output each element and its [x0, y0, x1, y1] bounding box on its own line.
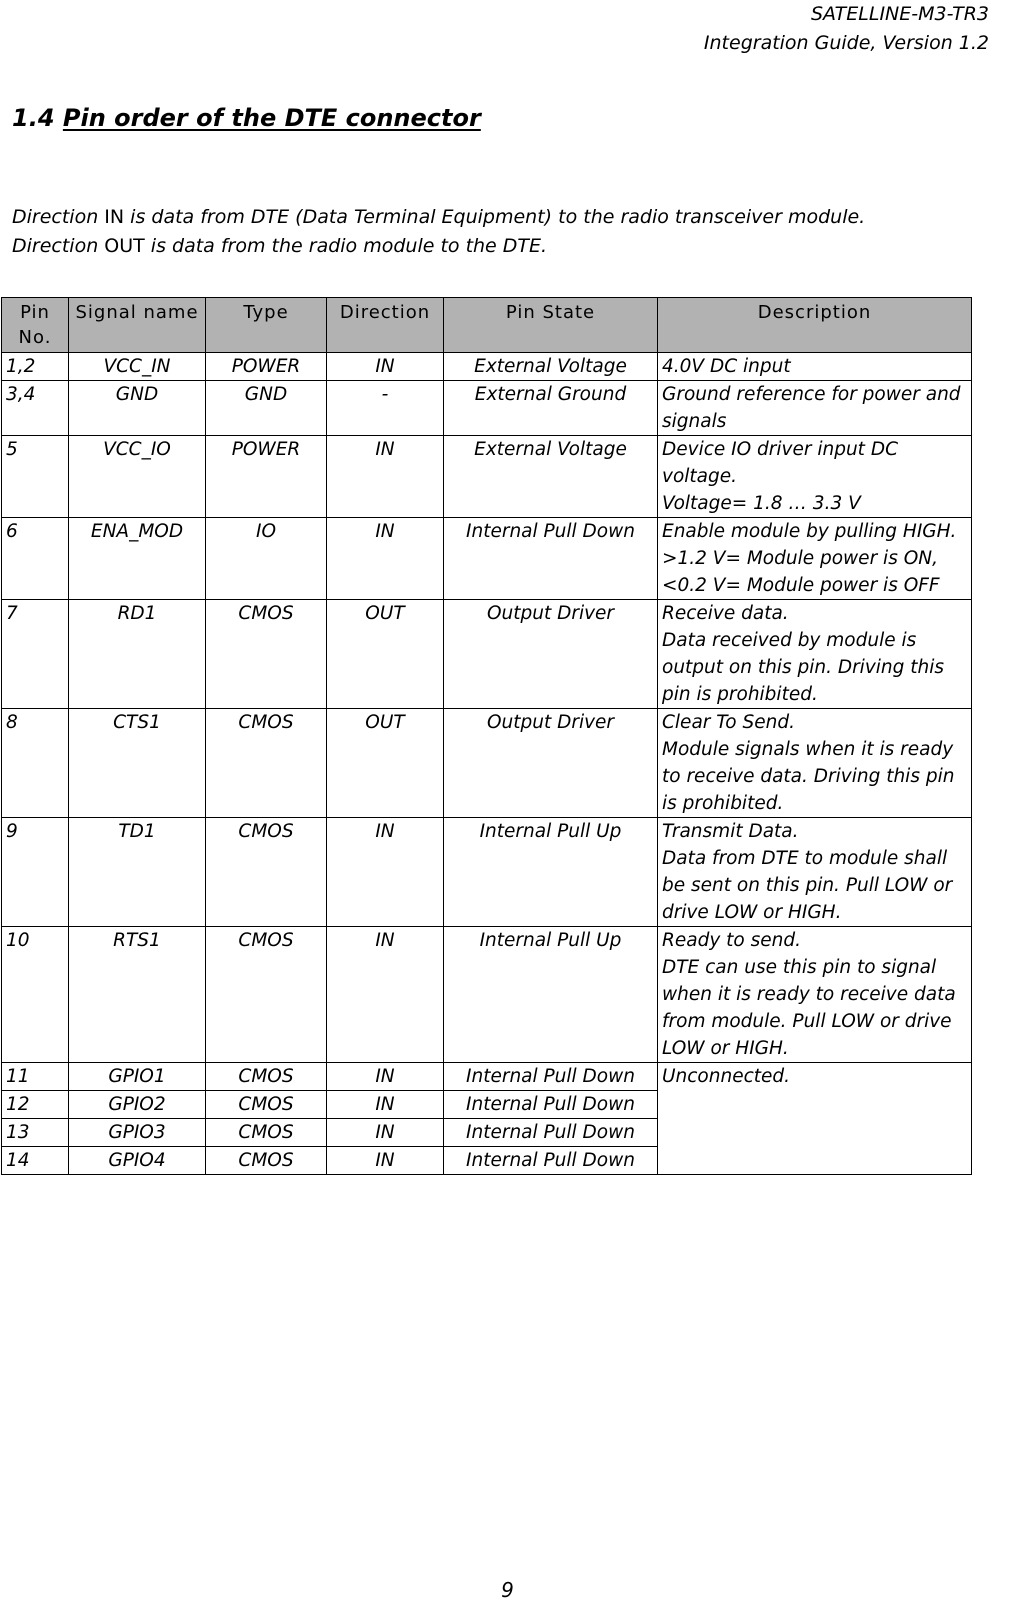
header-pin-no: Pin No.: [2, 298, 69, 353]
cell-direction: -: [327, 381, 444, 436]
cell-pin: 12: [2, 1091, 69, 1119]
cell-type: CMOS: [206, 600, 327, 709]
cell-signal: GPIO3: [69, 1119, 206, 1147]
cell-pin: 14: [2, 1147, 69, 1175]
description-line: Ground reference for power and signals: [662, 384, 961, 432]
cell-pin: 8: [2, 709, 69, 818]
cell-direction: IN: [327, 818, 444, 927]
cell-description: [658, 518, 972, 600]
cell-signal: RD1: [69, 600, 206, 709]
table-row: [2, 927, 972, 1063]
cell-direction: OUT: [327, 600, 444, 709]
header-type: Type: [206, 298, 327, 353]
cell-pin-state: External Voltage: [444, 436, 658, 518]
cell-signal: TD1: [69, 818, 206, 927]
cell-pin: 7: [2, 600, 69, 709]
cell-signal: GPIO4: [69, 1147, 206, 1175]
header-description: Description: [658, 298, 972, 353]
table-row: [2, 353, 972, 381]
cell-description: [658, 600, 972, 709]
table-row: [2, 600, 972, 709]
cell-pin-state: Internal Pull Down: [444, 518, 658, 600]
intro-paragraph: [12, 203, 865, 261]
cell-pin: 13: [2, 1119, 69, 1147]
description-line: Data received by module is output on this pin. Driving this pin is prohibited.: [662, 630, 945, 705]
running-header: [704, 0, 989, 58]
cell-direction: IN: [327, 927, 444, 1063]
intro-line-out: [12, 232, 865, 261]
cell-signal: GPIO2: [69, 1091, 206, 1119]
cell-pin-state: External Voltage: [444, 353, 658, 381]
cell-signal: ENA_MOD: [69, 518, 206, 600]
table-header-row: [2, 298, 972, 353]
cell-description: [658, 818, 972, 927]
section-title: Pin order of the DTE connector: [62, 104, 481, 132]
cell-signal: RTS1: [69, 927, 206, 1063]
cell-pin: 10: [2, 927, 69, 1063]
cell-direction: IN: [327, 353, 444, 381]
cell-direction: IN: [327, 1119, 444, 1147]
header-pin-state: Pin State: [444, 298, 658, 353]
cell-type: CMOS: [206, 1063, 327, 1091]
table-row: [2, 381, 972, 436]
header-direction: Direction: [327, 298, 444, 353]
description-line: Data from DTE to module shall be sent on this pin. Pull LOW or drive LOW or HIGH.: [662, 848, 953, 923]
intro-line-in: [12, 203, 865, 232]
cell-direction: IN: [327, 1063, 444, 1091]
cell-signal: GPIO1: [69, 1063, 206, 1091]
cell-description: [658, 381, 972, 436]
section-number: 1.4: [12, 104, 55, 132]
description-line: Receive data.: [662, 603, 789, 624]
cell-signal: VCC_IO: [69, 436, 206, 518]
table-row: [2, 818, 972, 927]
description-line: DTE can use this pin to signal when it is ready to receive data from module. Pull LOW or drive LOW or HIGH.: [662, 957, 956, 1059]
cell-direction: IN: [327, 1091, 444, 1119]
intro-line1-suffix: is data from DTE (Data Terminal Equipment) to the radio transceiver module.: [124, 206, 866, 228]
description-line: Clear To Send.: [662, 712, 795, 733]
cell-pin: 3,4: [2, 381, 69, 436]
cell-pin-state: Output Driver: [444, 709, 658, 818]
cell-direction: IN: [327, 436, 444, 518]
cell-type: POWER: [206, 436, 327, 518]
description-line: Transmit Data.: [662, 821, 799, 842]
cell-pin: 9: [2, 818, 69, 927]
cell-pin: 5: [2, 436, 69, 518]
table-row: [2, 1063, 972, 1091]
intro-line2-suffix: is data from the radio module to the DTE.: [144, 235, 548, 257]
cell-type: CMOS: [206, 1091, 327, 1119]
description-line: Ready to send.: [662, 930, 801, 951]
cell-pin-state: Internal Pull Down: [444, 1091, 658, 1119]
description-line: Enable module by pulling HIGH.: [662, 521, 957, 542]
keyword-out: OUT: [104, 235, 145, 257]
header-document: Integration Guide, Version 1.2: [703, 32, 989, 54]
pin-order-table: [1, 297, 972, 1175]
description-line: 4.0V DC input: [662, 356, 791, 377]
cell-signal: VCC_IN: [69, 353, 206, 381]
cell-description: [658, 709, 972, 818]
cell-pin-state: Internal Pull Up: [444, 927, 658, 1063]
header-product: SATELLINE-M3-TR3: [811, 3, 989, 25]
cell-type: POWER: [206, 353, 327, 381]
cell-pin-state: External Ground: [444, 381, 658, 436]
cell-type: CMOS: [206, 818, 327, 927]
description-line: Voltage= 1.8 … 3.3 V: [662, 493, 861, 514]
cell-signal: GND: [69, 381, 206, 436]
cell-pin-state: Internal Pull Down: [444, 1147, 658, 1175]
keyword-in: IN: [104, 206, 125, 228]
cell-description: [658, 353, 972, 381]
cell-description: [658, 436, 972, 518]
cell-type: CMOS: [206, 927, 327, 1063]
cell-direction: IN: [327, 1147, 444, 1175]
table-row: [2, 709, 972, 818]
page-number: 9: [501, 1578, 514, 1602]
cell-pin: 6: [2, 518, 69, 600]
cell-pin: 1,2: [2, 353, 69, 381]
intro-line1-prefix: Direction: [12, 206, 105, 228]
cell-signal: CTS1: [69, 709, 206, 818]
cell-pin-state: Output Driver: [444, 600, 658, 709]
cell-type: GND: [206, 381, 327, 436]
cell-pin-state: Internal Pull Down: [444, 1063, 658, 1091]
cell-type: CMOS: [206, 1147, 327, 1175]
cell-type: CMOS: [206, 1119, 327, 1147]
description-line: >1.2 V= Module power is ON,: [662, 548, 938, 569]
cell-pin: 11: [2, 1063, 69, 1091]
cell-description: [658, 927, 972, 1063]
cell-description-gpio: Unconnected.: [658, 1063, 972, 1175]
intro-line2-prefix: Direction: [12, 235, 105, 257]
cell-type: IO: [206, 518, 327, 600]
table-row: [2, 436, 972, 518]
cell-direction: OUT: [327, 709, 444, 818]
header-signal-name: Signal name: [69, 298, 206, 353]
cell-pin-state: Internal Pull Down: [444, 1119, 658, 1147]
cell-type: CMOS: [206, 709, 327, 818]
section-heading: [12, 104, 481, 132]
cell-direction: IN: [327, 518, 444, 600]
description-line: <0.2 V= Module power is OFF: [662, 575, 940, 596]
description-line: Module signals when it is ready to receive data. Driving this pin is prohibited.: [662, 739, 955, 814]
cell-pin-state: Internal Pull Up: [444, 818, 658, 927]
table-row: [2, 518, 972, 600]
description-line: Device IO driver input DC voltage.: [662, 439, 898, 487]
